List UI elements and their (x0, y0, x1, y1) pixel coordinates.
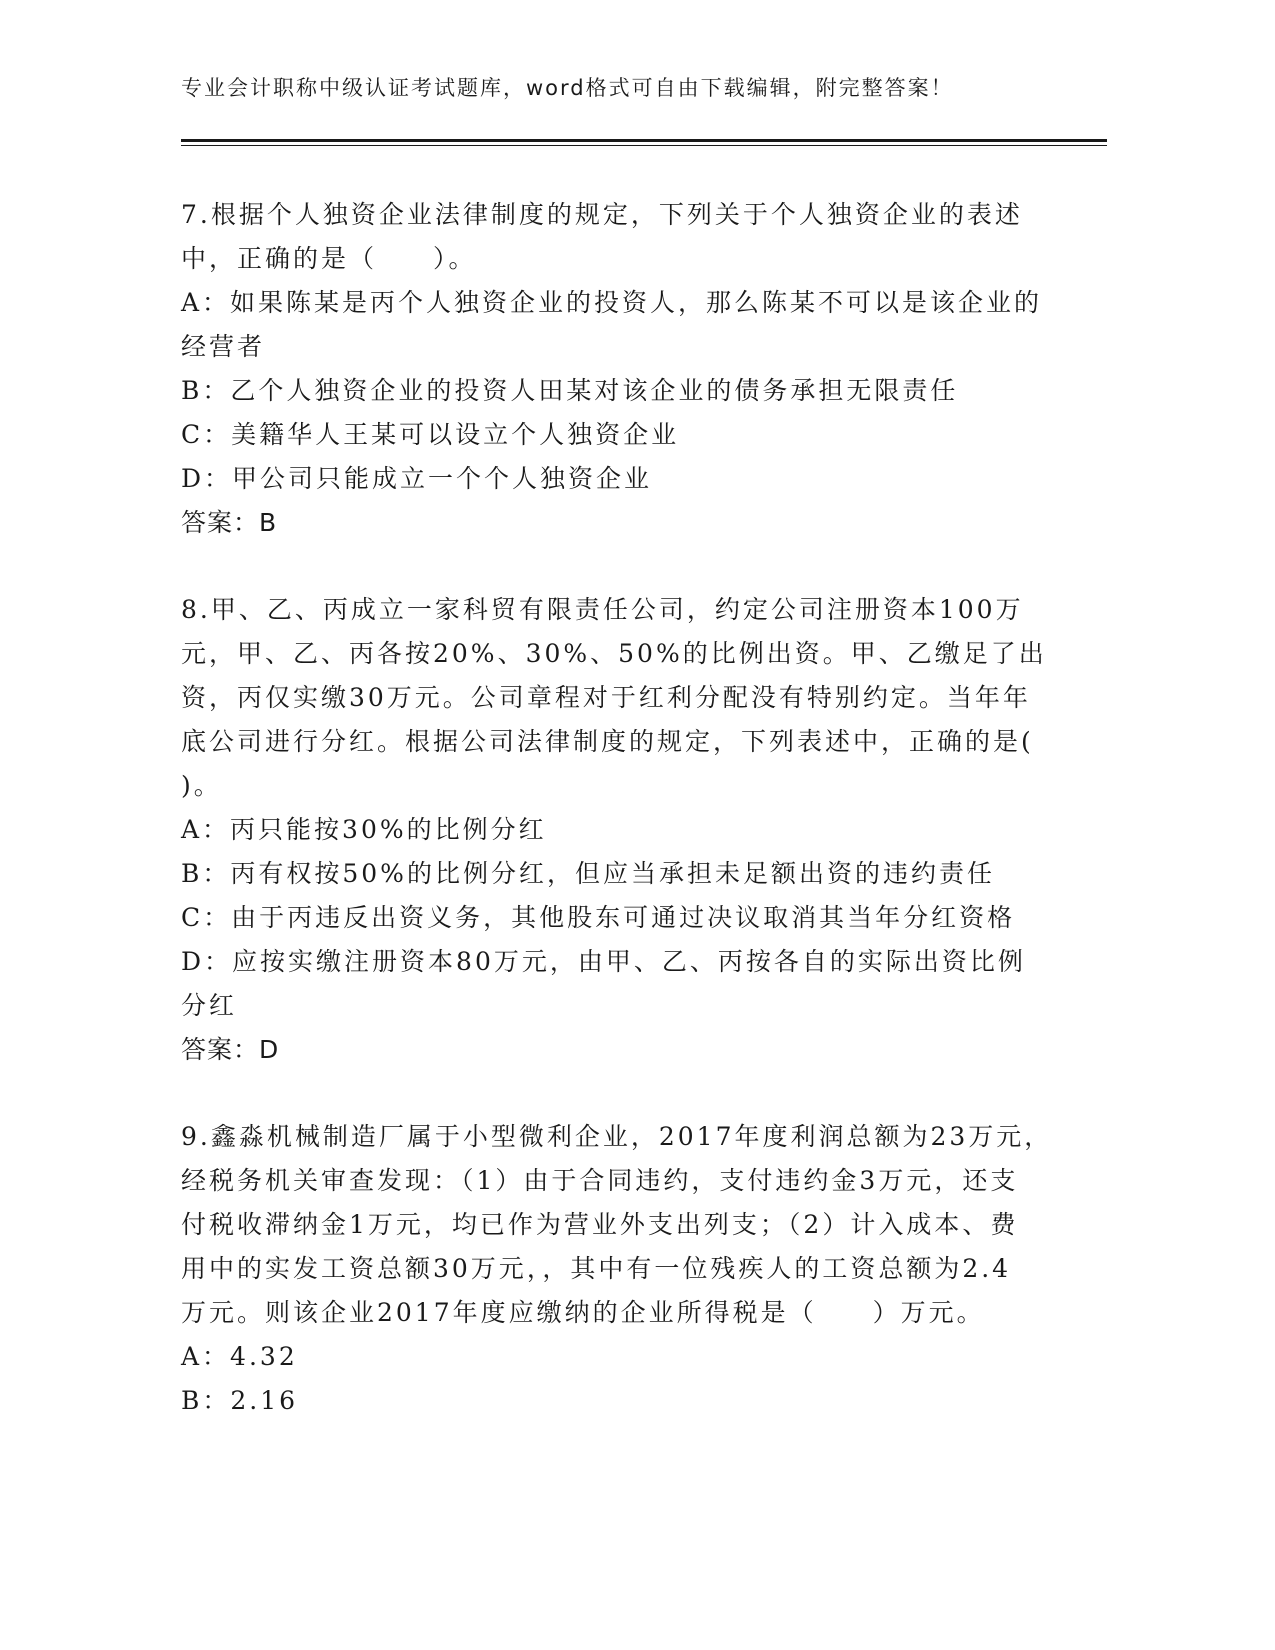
question-stem-line: 中，正确的是（ ）。 (181, 244, 477, 273)
question-stem-line: 底公司进行分红。根据公司法律制度的规定，下列表述中，正确的是( (181, 727, 1034, 756)
option-line: 经营者 (181, 332, 266, 361)
option-line: A：4.32 (181, 1342, 298, 1371)
question-stem-line: 8.甲、乙、丙成立一家科贸有限责任公司，约定公司注册资本100万 (181, 595, 1024, 624)
question-1 (181, 193, 1043, 545)
question-stem-line: 9.鑫淼机械制造厂属于小型微利企业，2017年度利润总额为23万元， (181, 1122, 1053, 1151)
option-line: C：由于丙违反出资义务，其他股东可通过决议取消其当年分红资格 (181, 903, 1016, 932)
question-stem-line: 万元。则该企业2017年度应缴纳的企业所得税是（ ）万元。 (181, 1298, 985, 1327)
option-A (181, 1335, 1031, 1379)
question-stem-line: )。 (181, 771, 222, 800)
option-B (181, 369, 1031, 413)
option-line: 分红 (181, 991, 238, 1020)
question-stem-line: 资，丙仅实缴30万元。公司章程对于红利分配没有特别约定。当年年 (181, 683, 1031, 712)
question-3 (181, 1115, 1053, 1423)
option-line: D：甲公司只能成立一个个人独资企业 (181, 464, 653, 493)
question-stem-line: 付税收滞纳金1万元，均已作为营业外支出列支；（2）计入成本、费 (181, 1210, 1019, 1239)
option-line: B：2.16 (181, 1386, 299, 1415)
question-stem-line: 元，甲、乙、丙各按20%、30%、50%的比例出资。甲、乙缴足了出 (181, 639, 1047, 668)
question-list (181, 193, 1053, 1466)
option-B (181, 1379, 1031, 1423)
option-A (181, 808, 1031, 852)
question-stem-line: 经税务机关审查发现：（1）由于合同违约，支付违约金3万元，还支 (181, 1166, 1019, 1195)
option-line: C：美籍华人王某可以设立个人独资企业 (181, 420, 680, 449)
page-header: 专业会计职称中级认证考试题库，word格式可自由下载编辑，附完整答案！ (181, 76, 954, 100)
option-C (181, 896, 1031, 940)
header-rule-thin (181, 145, 1107, 146)
option-D (181, 457, 1031, 501)
option-line: D：应按实缴注册资本80万元，由甲、乙、丙按各自的实际出资比例 (181, 947, 1026, 976)
header-rule-thick (181, 139, 1107, 142)
option-line: B：丙有权按50%的比例分红，但应当承担未足额出资的违约责任 (181, 859, 995, 888)
answer-line: 答案：D (181, 1035, 280, 1064)
answer-line: 答案：B (181, 508, 278, 537)
option-line: B：乙个人独资企业的投资人田某对该企业的债务承担无限责任 (181, 376, 959, 405)
option-line: A：如果陈某是丙个人独资企业的投资人，那么陈某不可以是该企业的 (181, 288, 1043, 317)
question-stem-line: 7.根据个人独资企业法律制度的规定，下列关于个人独资企业的表述 (181, 200, 1023, 229)
option-C (181, 413, 1031, 457)
option-A (181, 281, 1043, 369)
option-B (181, 852, 1031, 896)
question-stem-line: 用中的实发工资总额30万元，，其中有一位残疾人的工资总额为2.4 (181, 1254, 1012, 1283)
question-2 (181, 588, 1047, 1072)
option-D (181, 940, 1031, 1028)
option-line: A：丙只能按30%的比例分红 (181, 815, 547, 844)
